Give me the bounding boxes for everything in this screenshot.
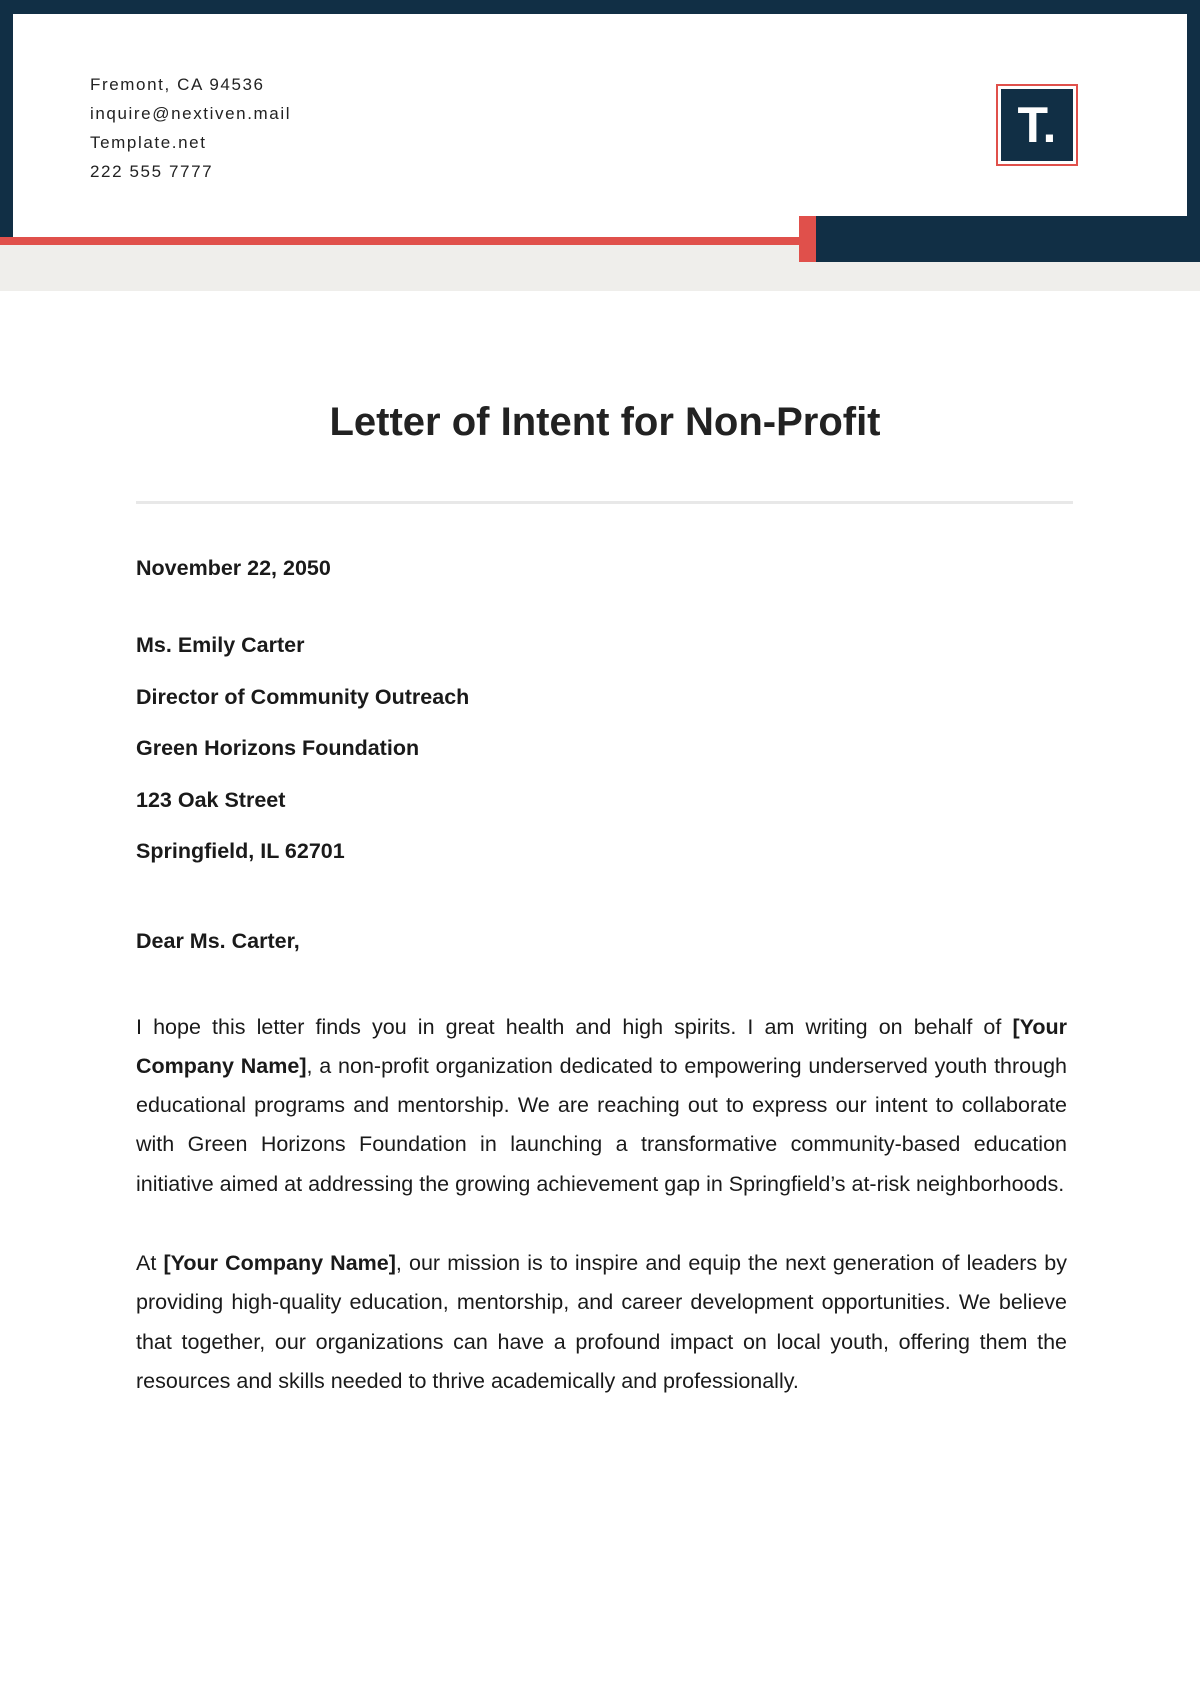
contact-address: Fremont, CA 94536 <box>90 75 265 94</box>
letter-body <box>136 556 1067 1441</box>
p1-company-placeholder: [Your Company Name] <box>136 1014 1067 1078</box>
document-title: Letter of Intent for Non-Profit <box>329 400 881 444</box>
p1-text: I hope this letter finds you in great health and high spirits. I am writing on behalf of <box>136 1014 1013 1039</box>
recipient-address <box>136 633 1067 891</box>
p2-text: At <box>136 1250 164 1275</box>
paragraph-1 <box>136 1008 1067 1204</box>
header-navy-block <box>816 216 1200 262</box>
salutation: Dear Ms. Carter, <box>136 928 300 953</box>
paragraph-2 <box>136 1244 1067 1401</box>
contact-info <box>90 70 291 186</box>
p1-text-cont: , a non-profit organization dedicated to empowering underserved youth through educational programs and mentorship. We are reaching out to express our intent to collaborate with Green Horizons Foundation in launching a transformative community-based education initiative aimed at addressing the growing achievement gap in Springfield’s at-risk neighborhoods. <box>136 1053 1067 1196</box>
contact-email: inquire@nextiven.mail <box>90 104 292 123</box>
contact-phone: 222 555 7777 <box>90 162 214 181</box>
p2-text-cont: , our mission is to inspire and equip the next generation of leaders by providing high-quality education, mentorship, and career development opportunities. We believe that together, our organizations can have a profound impact on local youth, offering them the resources and skills needed to thrive academically and professionally. <box>136 1250 1067 1393</box>
recipient-title: Director of Community Outreach <box>136 684 470 709</box>
logo-mark: T. <box>1001 89 1073 161</box>
header-red-accent <box>799 216 816 262</box>
letter-date: November 22, 2050 <box>136 556 331 580</box>
p2-company-placeholder: [Your Company Name] <box>163 1250 396 1275</box>
title-divider <box>136 501 1073 504</box>
recipient-street: 123 Oak Street <box>136 787 286 812</box>
recipient-organization: Green Horizons Foundation <box>136 736 420 760</box>
header-red-line <box>0 237 800 245</box>
recipient-city: Springfield, IL 62701 <box>136 839 345 863</box>
recipient-name: Ms. Emily Carter <box>136 633 305 657</box>
contact-website: Template.net <box>90 133 207 152</box>
company-logo <box>996 84 1078 166</box>
